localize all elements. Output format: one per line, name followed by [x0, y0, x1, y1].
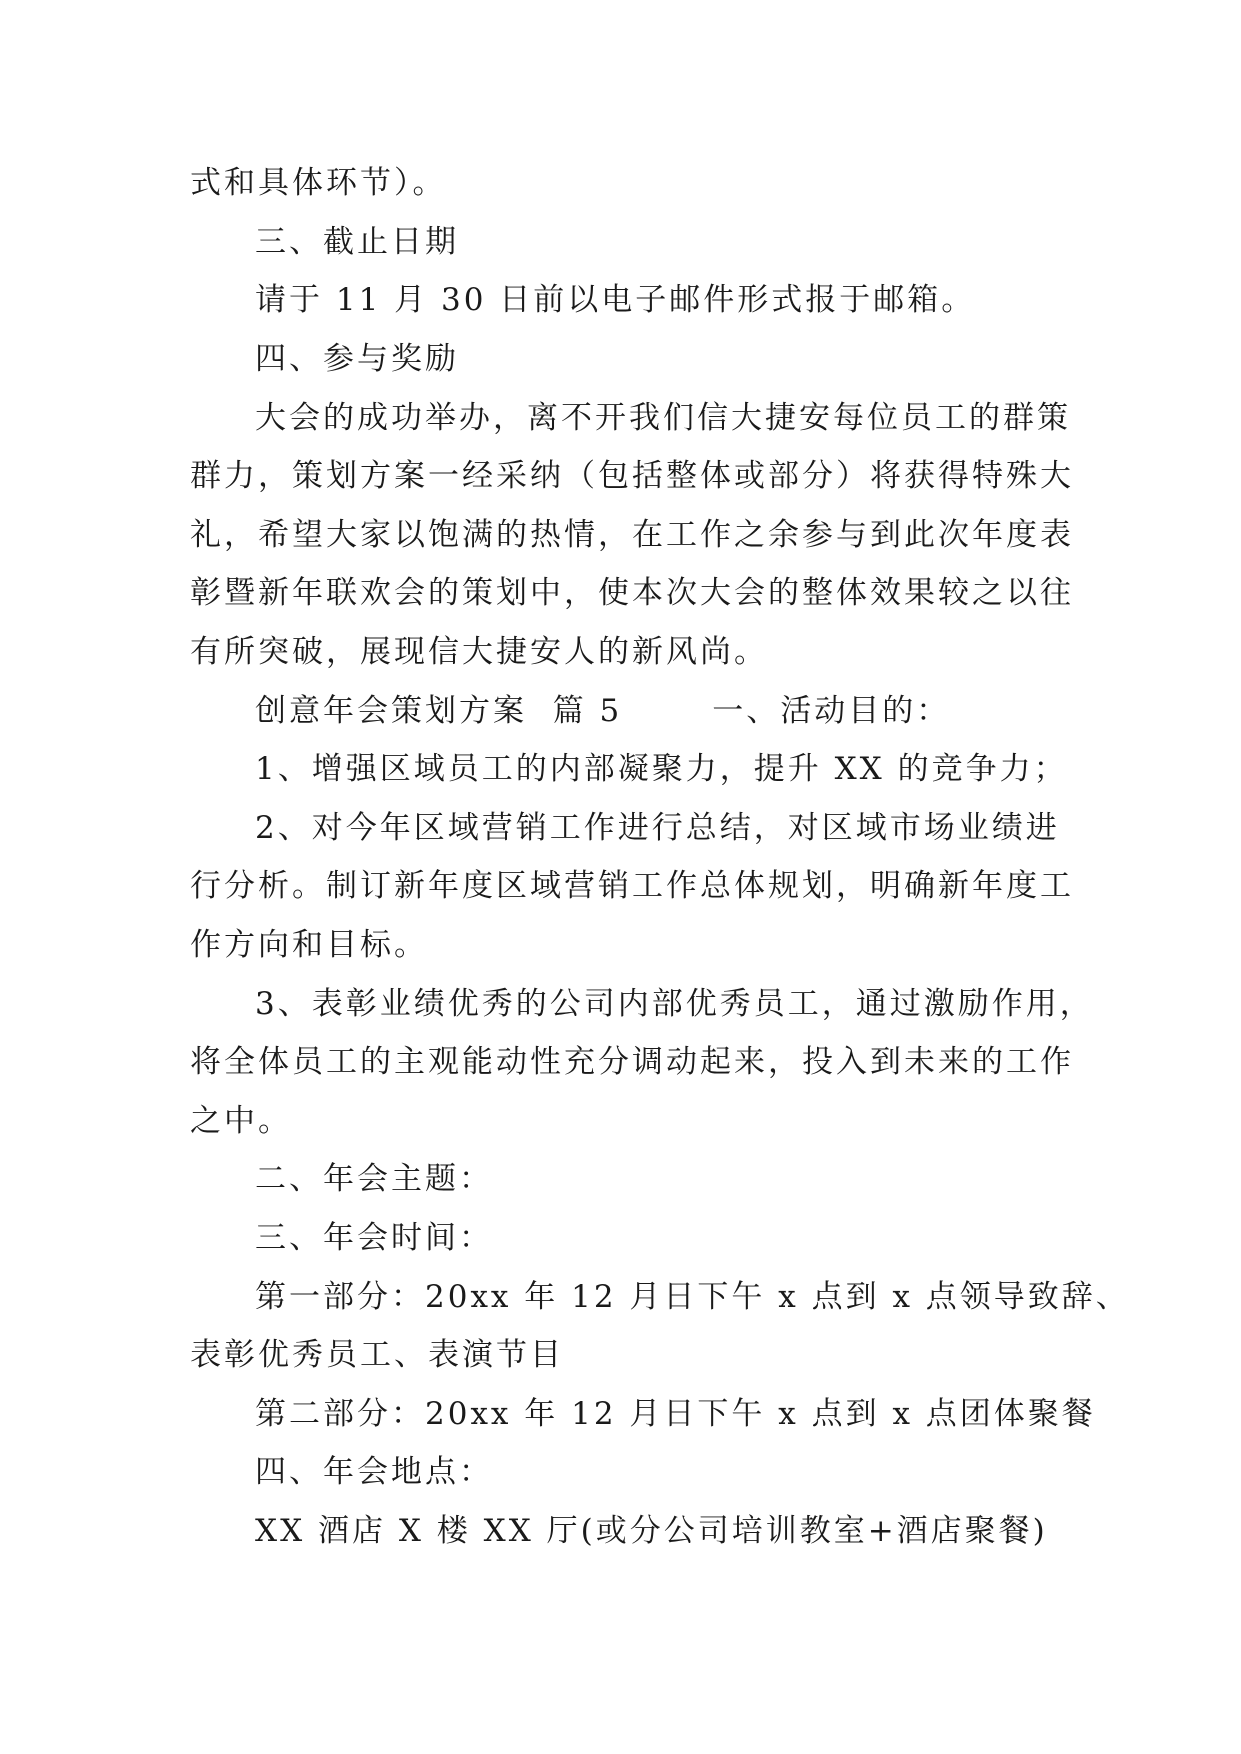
text-line: 大会的成功举办，离不开我们信大捷安每位员工的群策 [255, 400, 1071, 436]
section-heading-deadline: 三、截止日期 [255, 224, 459, 260]
text-line: 礼，希望大家以饱满的热情，在工作之余参与到此次年度表 [190, 517, 1074, 553]
text-line: 3、表彰业绩优秀的公司内部优秀员工，通过激励作用， [255, 986, 1094, 1022]
text-line: 1、增强区域员工的内部凝聚力，提升 XX 的竞争力； [255, 751, 1068, 787]
text-line: 第一部分：20xx 年 12 月日下午 x 点到 x 点领导致辞、 [255, 1279, 1130, 1315]
text-line: 2、对今年区域营销工作进行总结，对区域市场业绩进 [255, 810, 1060, 846]
text-line: XX 酒店 X 楼 XX 厅(或分公司培训教室+酒店聚餐) [255, 1513, 1048, 1549]
text-line: 将全体员工的主观能动性充分调动起来，投入到未来的工作 [190, 1044, 1074, 1080]
text-line: 作方向和目标。 [190, 927, 428, 963]
text-line: 行分析。制订新年度区域营销工作总体规划，明确新年度工 [190, 868, 1074, 904]
text-line: 第二部分：20xx 年 12 月日下午 x 点到 x 点团体聚餐 [255, 1396, 1096, 1432]
text-line: 请于 11 月 30 日前以电子邮件形式报于邮箱。 [255, 282, 976, 318]
text-line: 群力，策划方案一经采纳（包括整体或部分）将获得特殊大 [190, 458, 1074, 494]
text-line: 式和具体环节）。 [190, 165, 447, 201]
section-heading-theme: 二、年会主题： [255, 1161, 493, 1197]
text-line: 有所突破，展现信大捷安人的新风尚。 [190, 634, 768, 670]
text-line: 之中。 [190, 1103, 292, 1139]
text-line: 表彰优秀员工、表演节目 [190, 1337, 564, 1373]
section-heading-reward: 四、参与奖励 [255, 341, 459, 377]
section-heading-time: 三、年会时间： [255, 1220, 493, 1256]
section-heading-location: 四、年会地点： [255, 1454, 493, 1490]
text-line: 彰暨新年联欢会的策划中，使本次大会的整体效果较之以往 [190, 575, 1074, 611]
section-heading-plan-5: 创意年会策划方案 篇 5 一、活动目的： [255, 693, 951, 729]
